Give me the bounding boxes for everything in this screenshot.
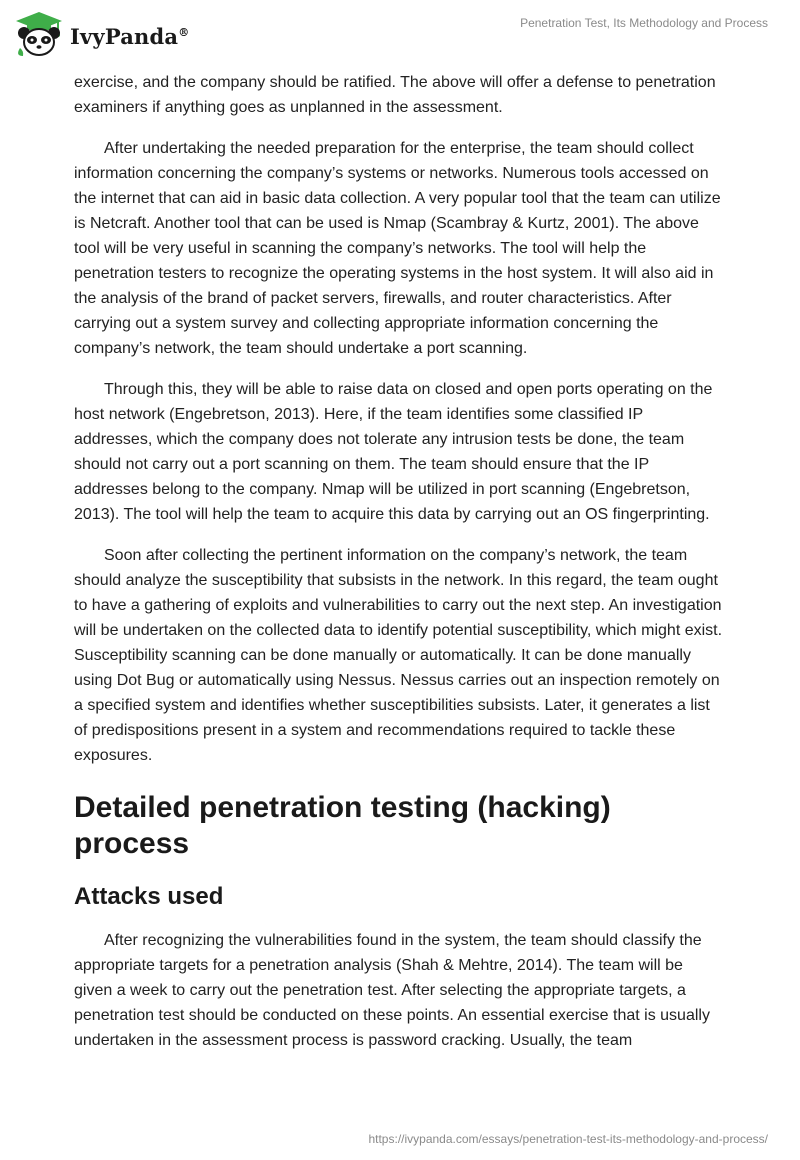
paragraph: After recognizing the vulnerabilities found in the system, the team should classify the appropriate targets for a penetration analysis (Shah & Mehtre, 2014). The team will be given a week to carry out the penetration test. After selecting the appropriate targets, a penetration test should be conducted on these points. An essential exercise that is usually undertaken in the assessment process is password cracking. Usually, the team [74, 932, 710, 1049]
paragraph: After undertaking the needed preparation for the enterprise, the team should collect information concerning the company’s systems or networks. Numerous tools accessed on the internet that can aid in basic data collection. A very popular tool that the team can utilize is Netcraft. Another tool that can be used is Nmap (Scambray & Kurtz, 2001). The above tool will be very useful in scanning the company’s networks. The tool will help the penetration testers to recognize the operating systems in the host system. It will also aid in the analysis of the brand of packet servers, firewalls, and router characteristics. After carrying out a system survey and collecting appropriate information concerning the company’s network, the team should undertake a port scanning. [74, 140, 721, 357]
brand-name: IvyPanda® [70, 23, 190, 49]
essay-content [74, 70, 724, 1069]
paragraph: exercise, and the company should be ratified. The above will offer a defense to penetration examiners if anything goes as unplanned in the assessment. [74, 74, 716, 116]
paragraph: Soon after collecting the pertinent information on the company’s network, the team should analyze the susceptibility that subsists in the network. In this regard, the team ought to have a gathering of exploits and vulnerabilities to carry out the next step. An investigation will be undertaken on the collected data to identify potential susceptibility, which might exist. Susceptibility scanning can be done manually or automatically. It can be done manually using Dot Bug or automatically using Nessus. Nessus carries out an inspection remotely on a specified system and identifies whether susceptibilities subsists. Later, it generates a list of predispositions present in a system and recommendations required to tackle these exposures. [74, 547, 723, 764]
ivypanda-logo[interactable] [14, 10, 189, 58]
document-title: Penetration Test, Its Methodology and Process [520, 16, 768, 30]
subsection-heading: Attacks used [74, 883, 224, 910]
section-heading: Detailed penetration testing (hacking) process [74, 791, 611, 860]
panda-graduate-icon [14, 10, 64, 58]
paragraph: Through this, they will be able to raise data on closed and open ports operating on the host network (Engebretson, 2013). Here, if the team identifies some classified IP addresses, which the company does not tolerate any intrusion tests be done, the team should not carry out a port scanning on them. The team should ensure that the IP addresses belong to the company. Nmap will be utilized in port scanning (Engebretson, 2013). The tool will help the team to acquire this data by carrying out an OS fingerprinting. [74, 381, 713, 523]
page-header [0, 0, 800, 70]
source-url[interactable]: https://ivypanda.com/essays/penetration-test-its-methodology-and-process/ [368, 1132, 768, 1146]
